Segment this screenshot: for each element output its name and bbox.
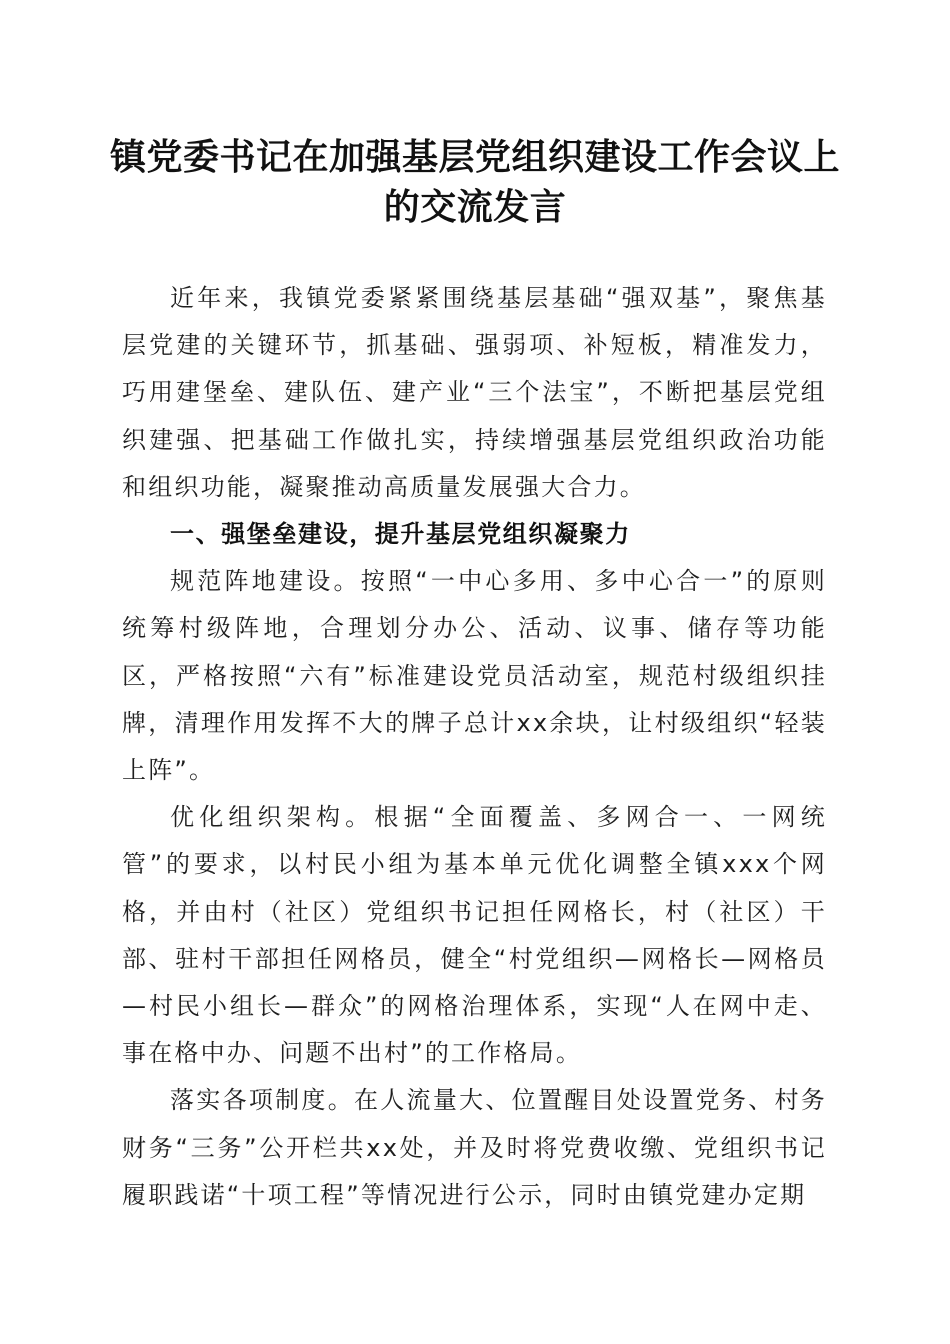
document-title: 镇党委书记在加强基层党组织建设工作会议上的交流发言 <box>110 136 841 228</box>
intro-paragraph: 近年来，我镇党委紧紧围绕基层基础“强双基”，聚焦基层党建的关键环节，抓基础、强弱项、补短板，精准发力，巧用建堡垒、建队伍、建产业“三个法宝”，不断把基层党组织建强、把基础工作做扎实，持续增强基层党组织政治功能和组织功能，凝聚推动高质量发展强大合力。 <box>122 284 827 501</box>
body-paragraph: 落实各项制度。在人流量大、位置醒目处设置党务、村务财务“三务”公开栏共xx处，并及时将党费收缴、党组织书记履职践诺“十项工程”等情况进行公示，同时由镇党建办定期 <box>122 1086 827 1209</box>
body-paragraph: 优化组织架构。根据“全面覆盖、多网合一、一网统管”的要求，以村民小组为基本单元优化调整全镇xxx个网格，并由村（社区）党组织书记担任网格长，村（社区）干部、驻村干部担任网格员，健全“村党组织—网格长—网格员—村民小组长—群众”的网格治理体系，实现“人在网中走、事在格中办、问题不出村”的工作格局。 <box>122 803 827 1068</box>
document-body <box>122 275 827 1219</box>
section-heading: 一、强堡垒建设，提升基层党组织凝聚力 <box>170 520 631 549</box>
body-paragraph: 规范阵地建设。按照“一中心多用、多中心合一”的原则统筹村级阵地，合理划分办公、活动、议事、储存等功能区，严格按照“六有”标准建设党员活动室，规范村级组织挂牌，清理作用发挥不大的牌子总计xx余块，让村级组织“轻装上阵”。 <box>122 567 827 785</box>
